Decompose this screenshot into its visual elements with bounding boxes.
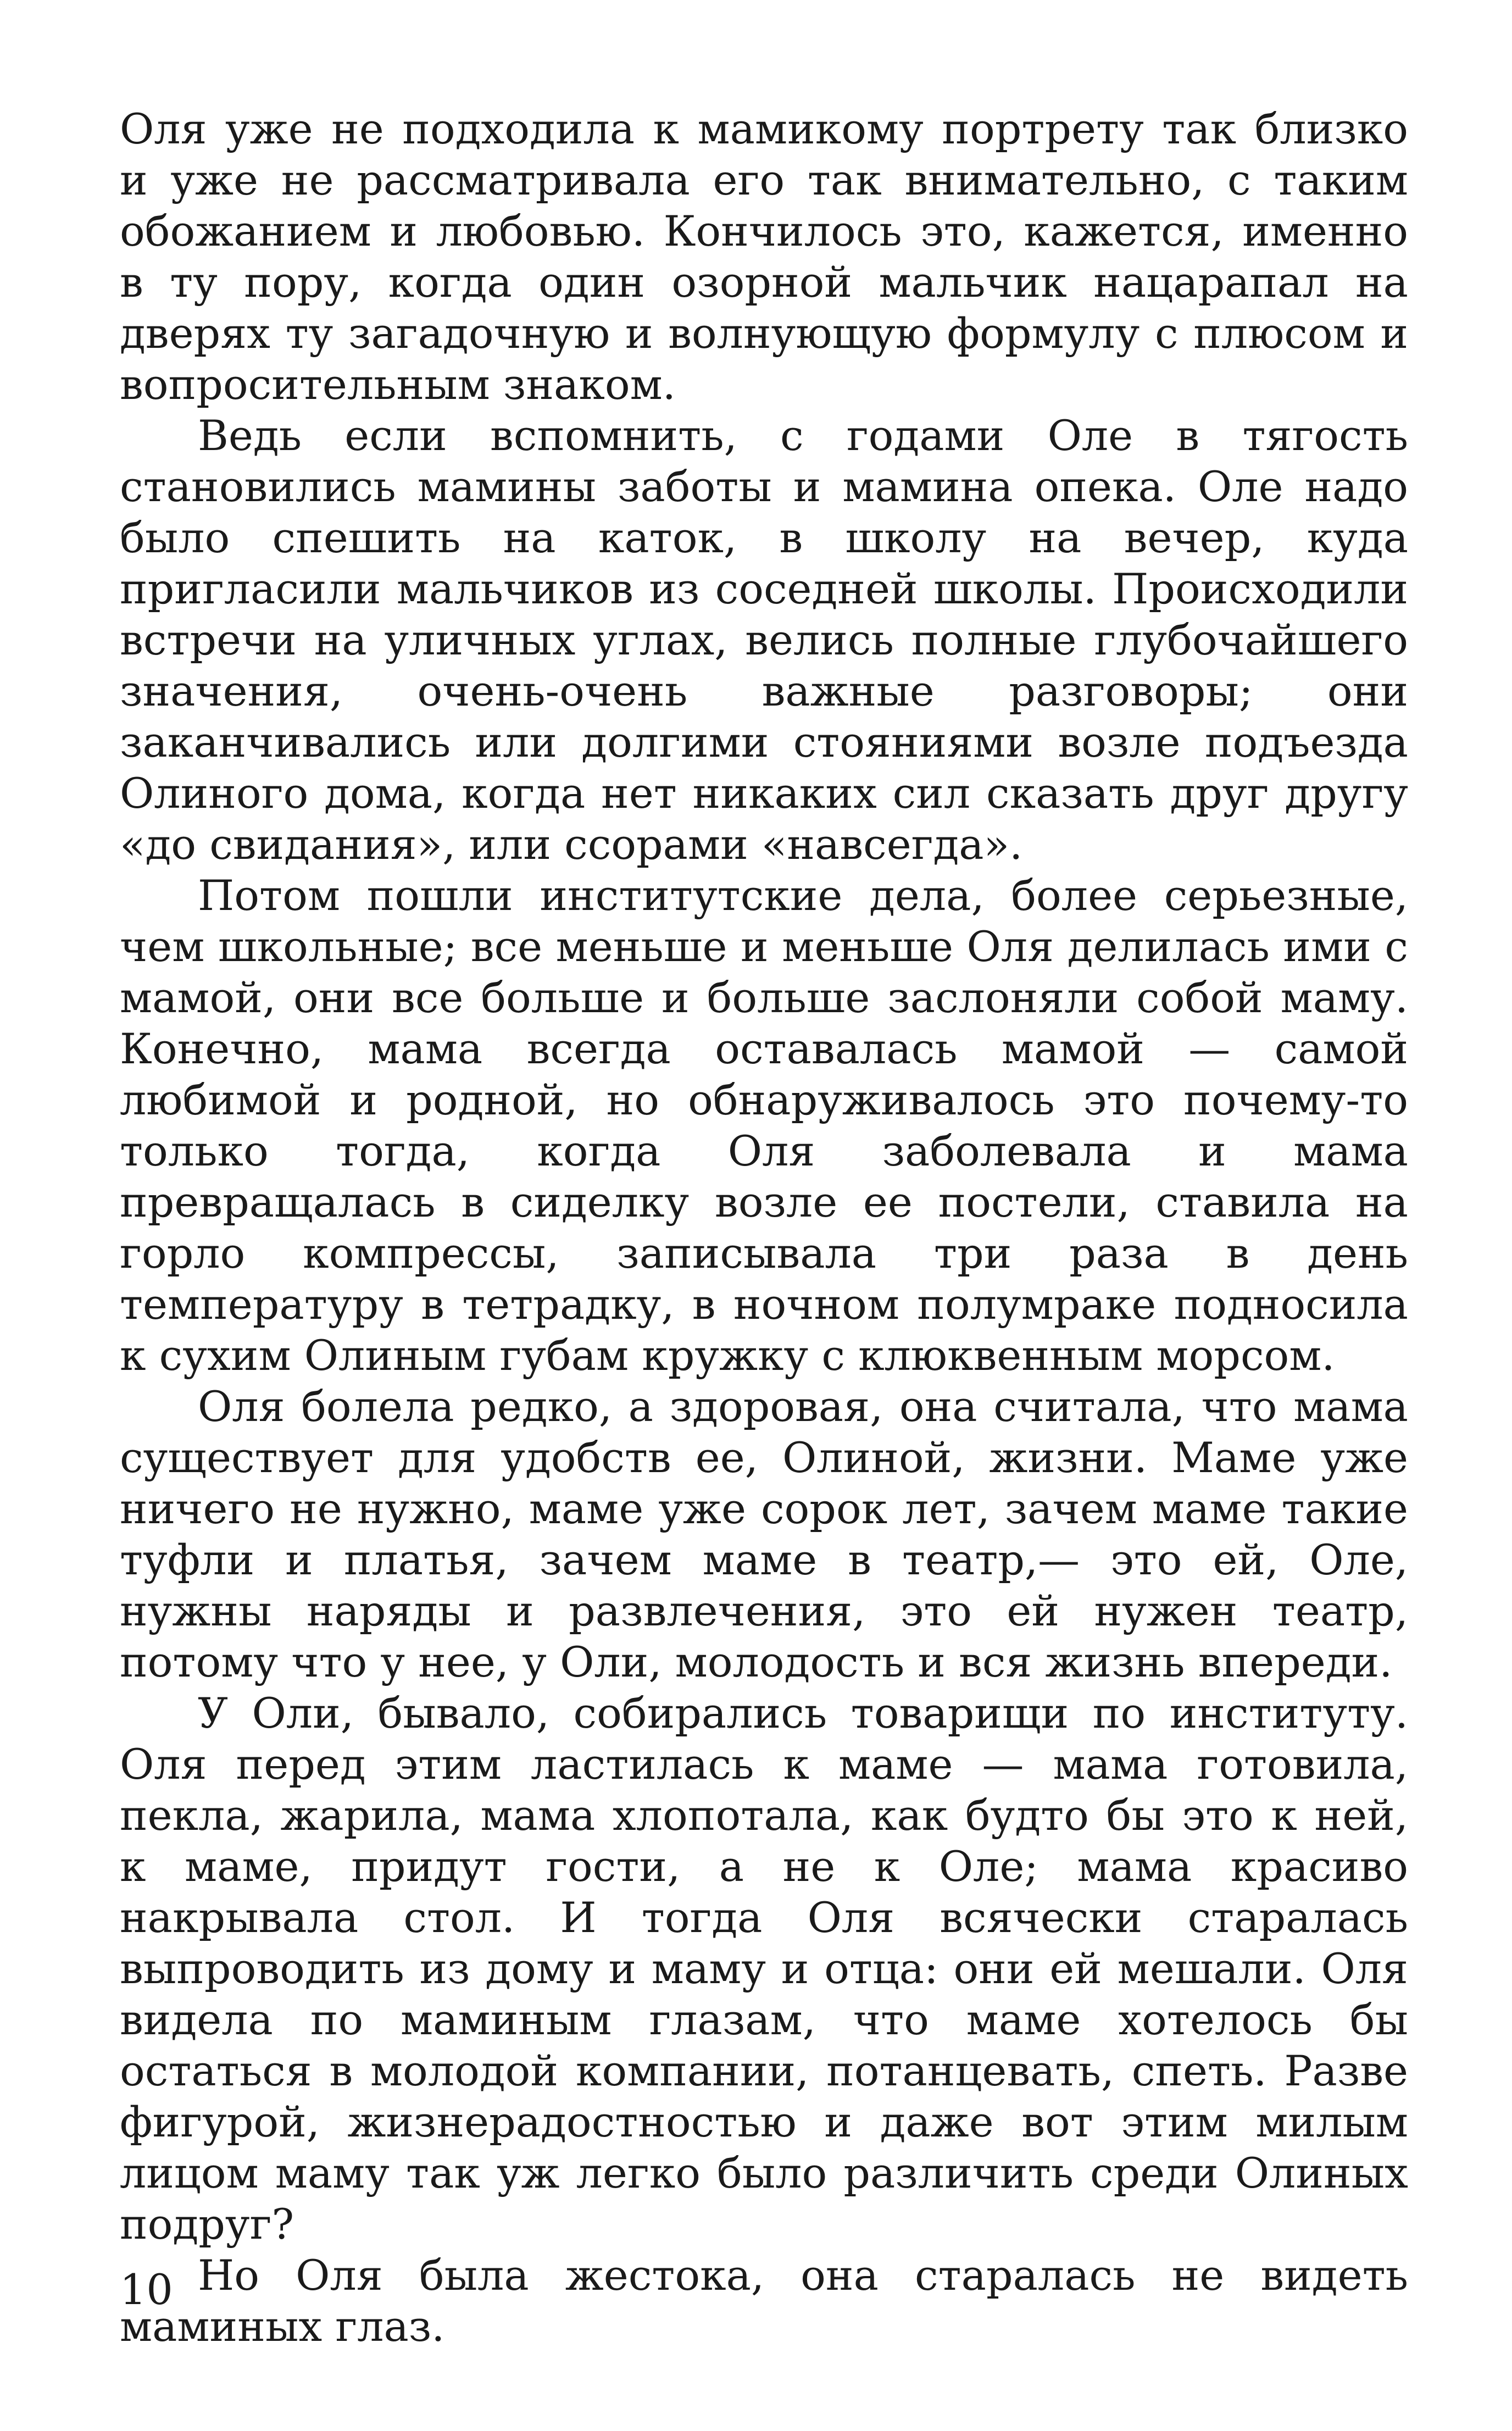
paragraph-3: Потом пошли институтские дела, более серьезные, чем школьные; все меньше и меньше Оля делилась ими с мамой, они все больше и больше заслоняли собой маму. Конечно, мама всегда оставалась мамой — самой любимой и родной, но обнаруживалось это почему-то только тогда, когда Оля заболевала и мама превращалась в сиделку возле ее постели, ставила на горло компрессы, записывала три раза в день температуру в тетрадку, в ночном полумраке подносила к сухим Олиным губам кружку с клюквенным морсом. — [120, 871, 1408, 1380]
paragraph-6: Но Оля была жестока, она старалась не видеть маминых глаз. — [120, 2251, 1408, 2351]
page-number: 10 — [120, 2265, 173, 2314]
paragraph-1: Оля уже не подходила к мамикому портрету так близко и уже не рассматривала его так внимательно, с таким обожанием и любовью. Кончилось это, кажется, именно в ту пору, когда один озорной мальчик нацарапал на дверях ту загадочную и волнующую формулу с плюсом и вопросительным знаком. — [120, 104, 1408, 409]
page-body — [120, 103, 1408, 2352]
paragraph-4: Оля болела редко, а здоровая, она считала, что мама существует для удобств ее, Олиной, жизни. Маме уже ничего не нужно, маме уже сорок лет, зачем маме такие туфли и платья, зачем маме в театр,— это ей, Оле, нужны наряды и развлечения, это ей нужен театр, потому что у нее, у Оли, молодость и вся жизнь впереди. — [120, 1382, 1408, 1686]
paragraph-5: У Оли, бывало, собирались товарищи по институту. Оля перед этим ластилась к маме — мама готовила, пекла, жарила, мама хлопотала, как будто бы это к ней, к маме, придут гости, а не к Оле; мама красиво накрывала стол. И тогда Оля всячески старалась выпроводить из дому и маму и отца: они ей мешали. Оля видела по маминым глазам, что маме хотелось бы остаться в молодой компании, потанцевать, спеть. Разве фигурой, жизнерадостностью и даже вот этим милым лицом маму так уж легко было различить среди Олиных подруг? — [120, 1689, 1408, 2249]
paragraph-2: Ведь если вспомнить, с годами Оле в тягость становились мамины заботы и мамина опека. Оле надо было спешить на каток, в школу на вечер, куда пригласили мальчиков из соседней школы. Происходили встречи на уличных углах, велись полные глубочайшего значения, очень-очень важные разговоры; они заканчивались или долгими стояниями возле подъезда Олиного дома, когда нет никаких сил сказать друг другу «до свидания», или ссорами «навсегда». — [120, 411, 1408, 869]
